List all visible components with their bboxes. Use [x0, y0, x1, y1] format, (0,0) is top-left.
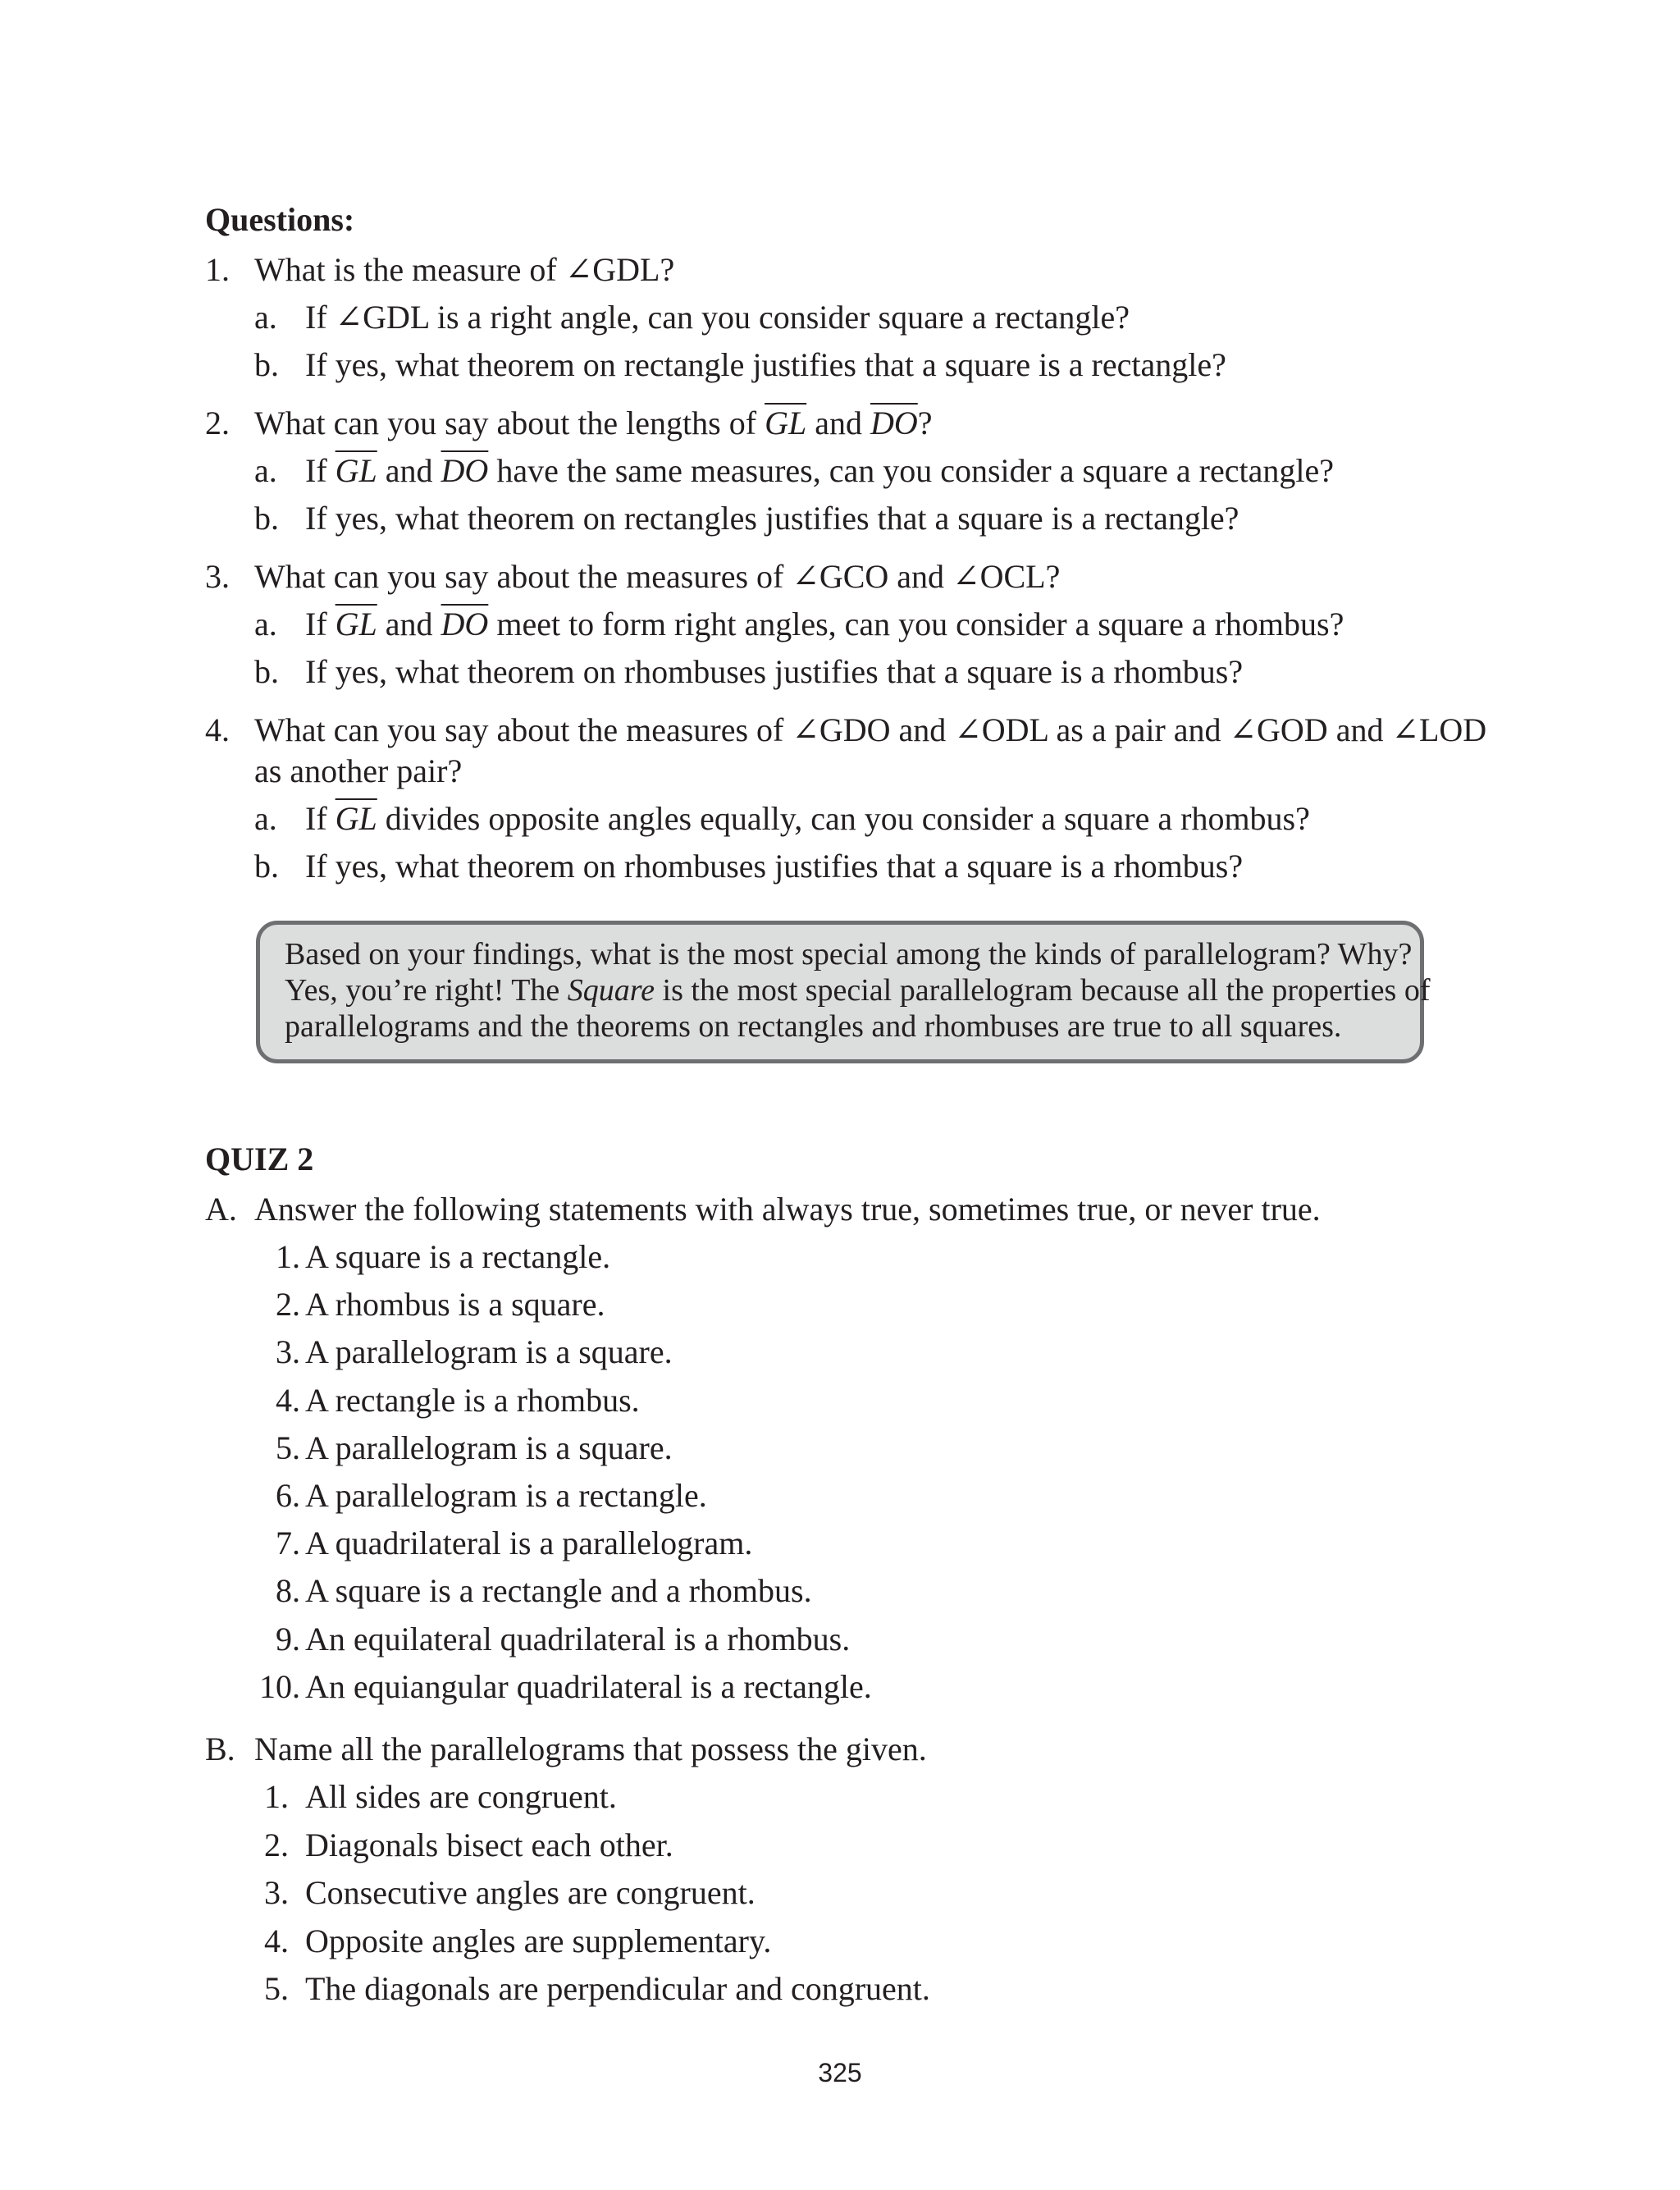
- part-b-item-text: Opposite angles are supplementary.: [305, 1922, 772, 1959]
- q4b-text: If yes, what theorem on rhombuses justifies that a square is a rhombus?: [305, 848, 1244, 885]
- part-a-item-text: A parallelogram is a square.: [305, 1429, 673, 1466]
- part-a-item-text: A square is a rectangle and a rhombus.: [305, 1572, 812, 1610]
- callout-line-3: parallelograms and the theorems on rectangles and rhombuses are true to all squares.: [285, 1009, 1342, 1044]
- segment-do: $\overline{DO}$: [441, 452, 489, 489]
- part-a-item-text: A quadrilateral is a parallelogram.: [305, 1525, 753, 1562]
- q2b-label: b.: [254, 500, 279, 537]
- part-b-item-text: All sides are congruent.: [305, 1778, 617, 1815]
- q1a-label: a.: [254, 299, 277, 336]
- part-a-item-number: 6.: [276, 1477, 300, 1514]
- part-a-item-text: A rhombus is a square.: [305, 1286, 605, 1324]
- part-a-item-number: 2.: [276, 1286, 300, 1324]
- questions-heading: Questions:: [205, 201, 355, 238]
- q4-text-line1: What can you say about the measures of ∠GDO and ∠ODL as a pair and ∠GOD and ∠LOD: [254, 711, 1487, 748]
- part-a-item-number: 5.: [276, 1429, 300, 1466]
- segment-gl: $\overline{GL}$: [765, 405, 807, 441]
- part-b-label: B.: [205, 1731, 235, 1767]
- q2a-label: a.: [254, 452, 277, 489]
- part-b-item-number: 4.: [264, 1922, 289, 1959]
- q1a-text: If ∠GDL is a right angle, can you consider square a rectangle?: [305, 299, 1130, 336]
- part-a-item-text: An equilateral quadrilateral is a rhombus.: [305, 1620, 851, 1657]
- part-a-item-number: 10.: [259, 1667, 300, 1705]
- part-a-item-text: A square is a rectangle.: [305, 1238, 611, 1275]
- part-a-item-number: 7.: [276, 1525, 300, 1562]
- part-b-item-number: 5.: [264, 1970, 289, 2007]
- q3-text: What can you say about the measures of ∠GCO and ∠OCL?: [254, 558, 1061, 595]
- q4b-label: b.: [254, 848, 279, 885]
- findings-callout-box: [256, 921, 1431, 1063]
- segment-gl: $\overline{GL}$: [335, 800, 377, 837]
- segment-do: $\overline{DO}$: [870, 405, 918, 441]
- part-a-item-text: A rectangle is a rhombus.: [305, 1381, 640, 1419]
- q2-text: What can you say about the lengths of $\overline{GL}$ and $\overline{DO}$?: [254, 405, 933, 441]
- part-b-item-text: The diagonals are perpendicular and congruent.: [305, 1970, 930, 2007]
- q4-number: 4.: [205, 711, 230, 748]
- q1-number: 1.: [205, 251, 230, 288]
- part-b-item-text: Diagonals bisect each other.: [305, 1826, 673, 1863]
- q1-text: What is the measure of ∠GDL?: [254, 251, 675, 288]
- q2-number: 2.: [205, 405, 230, 441]
- q3b-label: b.: [254, 653, 279, 690]
- q2b-text: If yes, what theorem on rectangles justifies that a square is a rectangle?: [305, 500, 1239, 537]
- part-b-item-number: 1.: [264, 1778, 289, 1815]
- part-a-item-number: 8.: [276, 1572, 300, 1610]
- part-a-label: A.: [205, 1191, 237, 1228]
- callout-line-1: Based on your findings, what is the most special among the kinds of parallelogram? Why?: [285, 937, 1413, 972]
- q3a-label: a.: [254, 606, 277, 642]
- part-a-instruction: Answer the following statements with always true, sometimes true, or never true.: [254, 1191, 1321, 1228]
- page-number: 325: [818, 2058, 862, 2087]
- q1b-text: If yes, what theorem on rectangle justifies that a square is a rectangle?: [305, 346, 1226, 383]
- part-a-item-number: 1.: [276, 1238, 300, 1275]
- part-a-item-text: A parallelogram is a square.: [305, 1333, 673, 1371]
- segment-do: $\overline{DO}$: [441, 606, 489, 642]
- q4a-text: If $\overline{GL}$ divides opposite angles equally, can you consider a square a rhombus?: [305, 800, 1310, 837]
- q2a-text: If $\overline{GL}$ and $\overline{DO}$ have the same measures, can you consider a square a rectangle?: [305, 452, 1334, 489]
- part-b-item-text: Consecutive angles are congruent.: [305, 1874, 756, 1911]
- part-b-item-number: 3.: [264, 1874, 289, 1911]
- part-a-item-text: An equiangular quadrilateral is a rectangle.: [305, 1667, 872, 1705]
- q3b-text: If yes, what theorem on rhombuses justifies that a square is a rhombus?: [305, 653, 1244, 690]
- q3-number: 3.: [205, 558, 230, 595]
- q4a-label: a.: [254, 800, 277, 837]
- part-a-item-text: A parallelogram is a rectangle.: [305, 1477, 707, 1514]
- segment-gl: $\overline{GL}$: [335, 606, 377, 642]
- q3a-text: If $\overline{GL}$ and $\overline{DO}$ meet to form right angles, can you consider a square a rhombus?: [305, 606, 1344, 642]
- q4-text-line2: as another pair?: [254, 752, 463, 789]
- callout-line-2: Yes, you’re right! The Square is the most special parallelogram because all the properties of: [285, 973, 1431, 1008]
- part-a-item-number: 9.: [276, 1620, 300, 1657]
- part-b-item-number: 2.: [264, 1826, 289, 1863]
- callout-square-emphasis: Square: [567, 973, 655, 1008]
- part-b-instruction: Name all the parallelograms that possess the given.: [254, 1731, 927, 1767]
- part-a-item-number: 4.: [276, 1381, 300, 1419]
- segment-gl: $\overline{GL}$: [335, 452, 377, 489]
- part-a-item-number: 3.: [276, 1333, 300, 1371]
- q1b-label: b.: [254, 346, 279, 383]
- quiz-heading: QUIZ 2: [205, 1141, 314, 1177]
